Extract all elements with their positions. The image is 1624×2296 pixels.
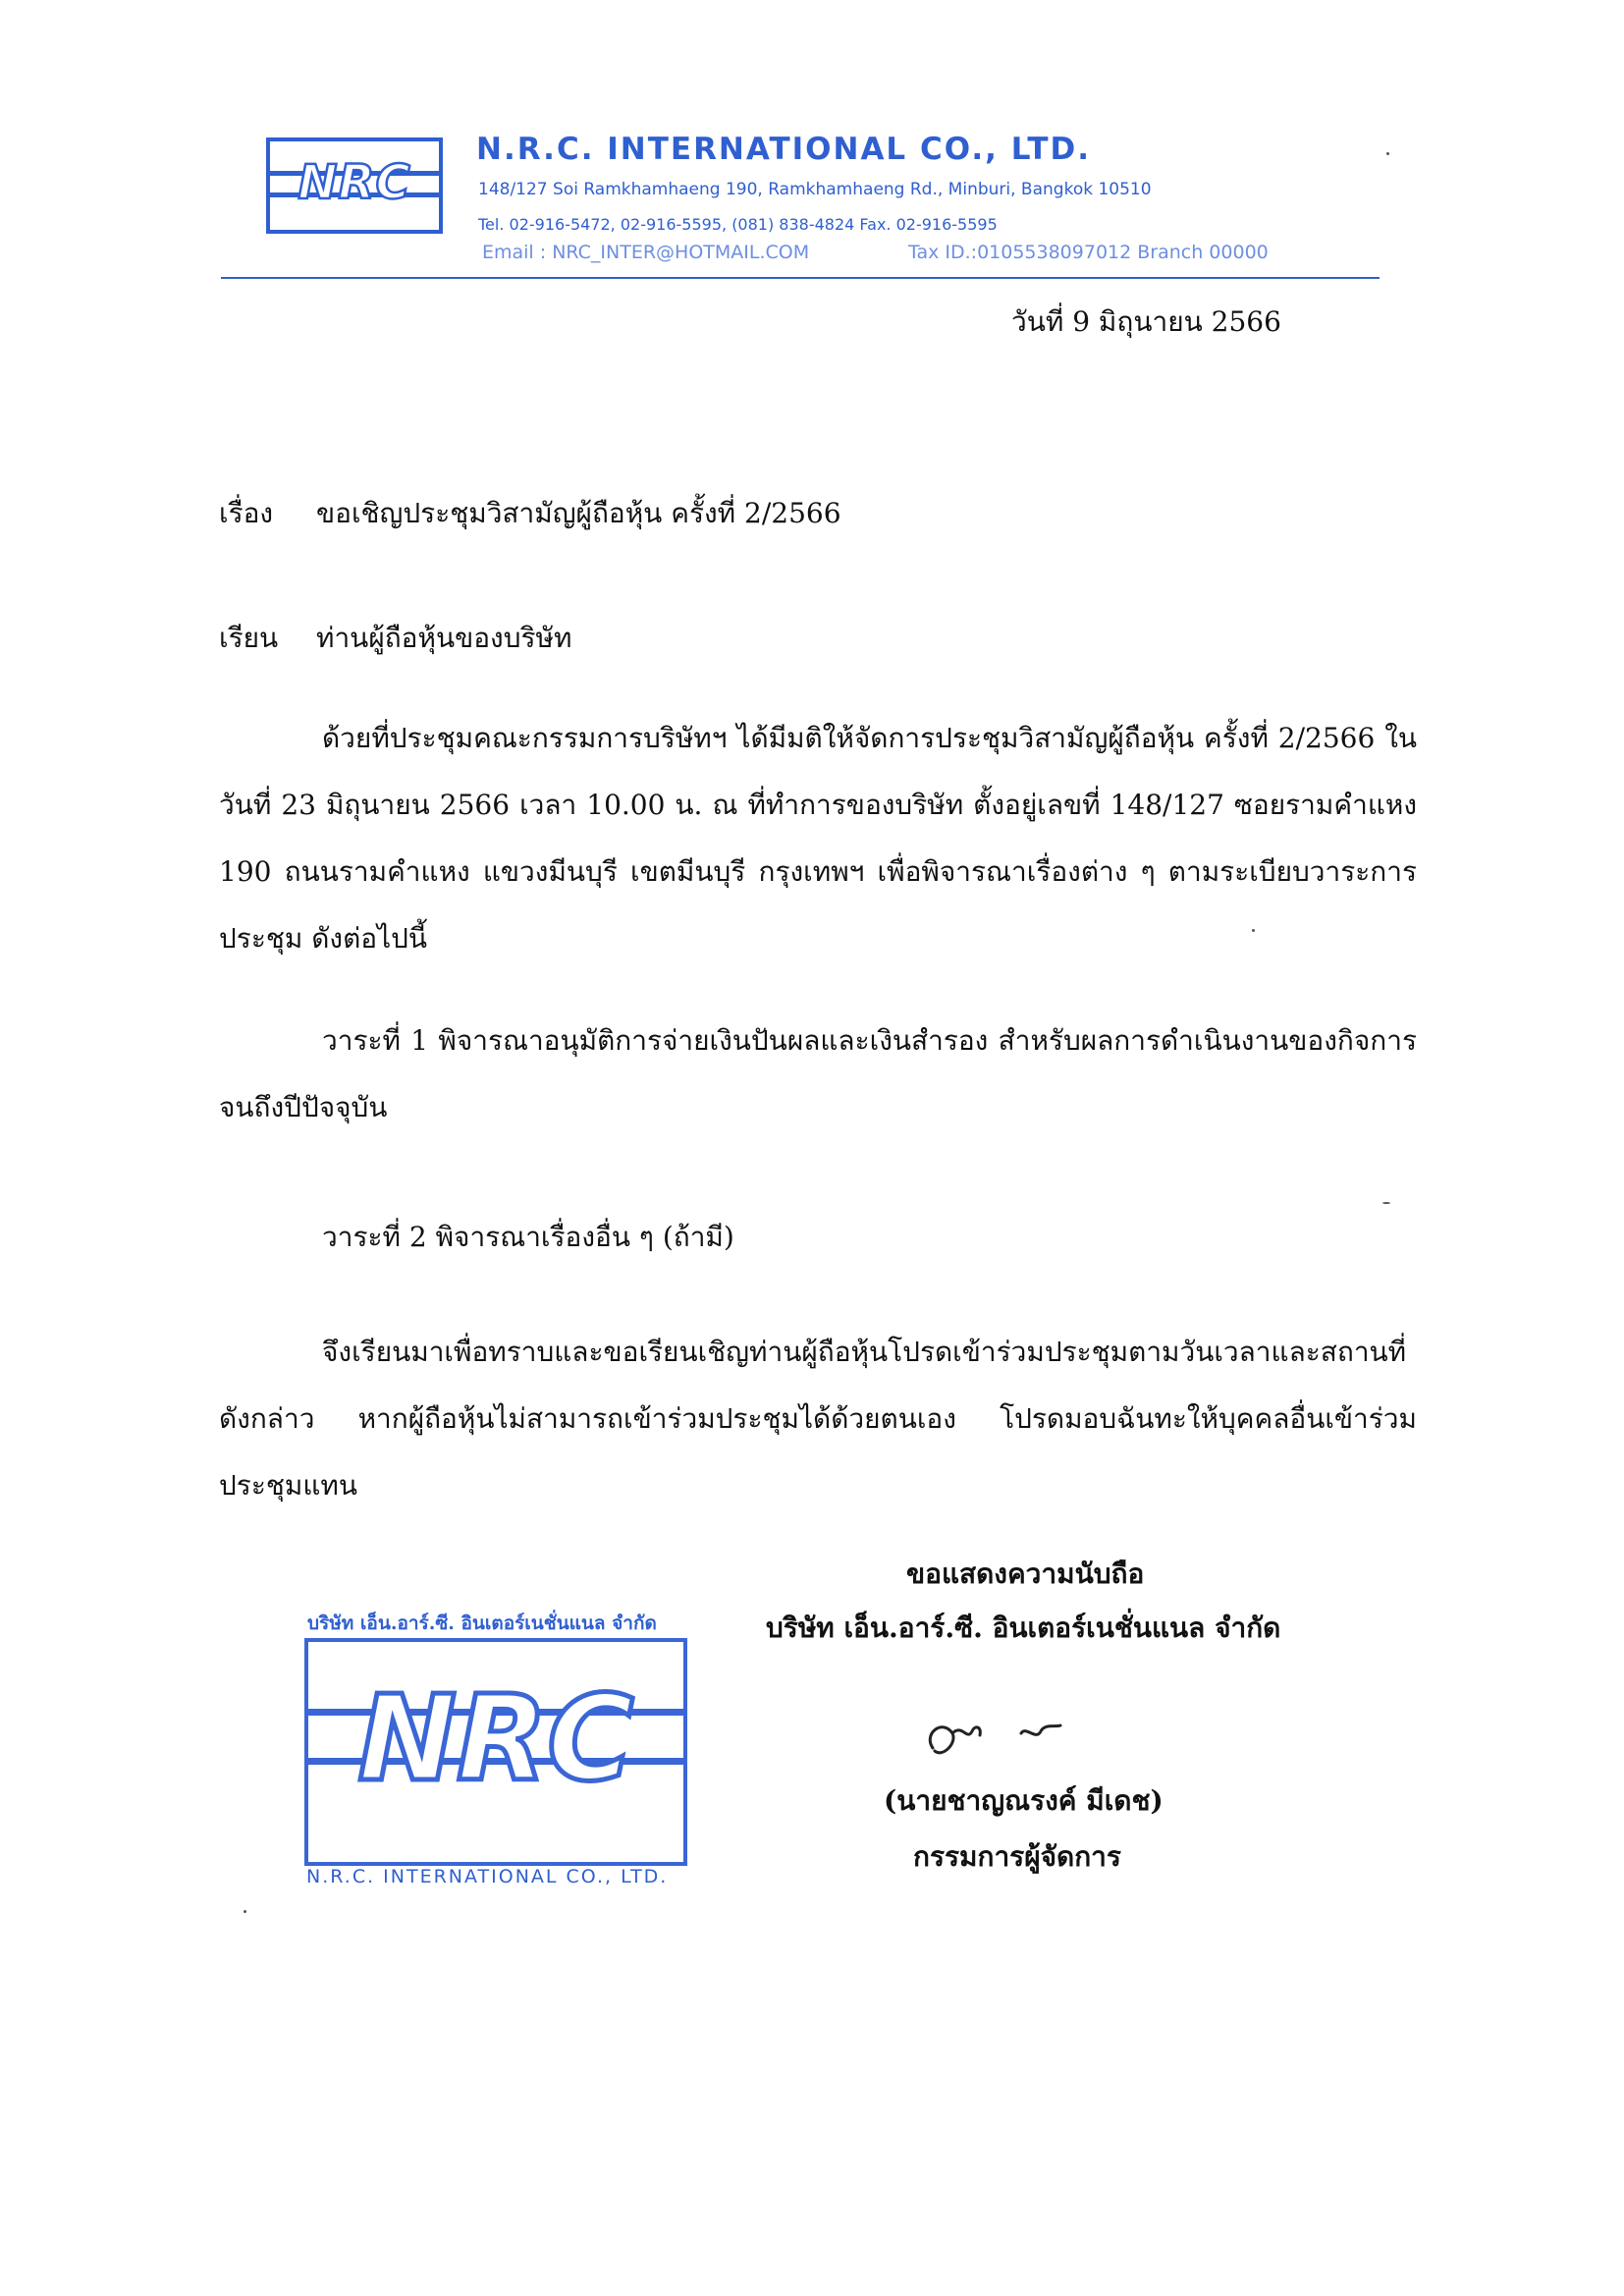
stamp-company-name: N.R.C. INTERNATIONAL CO., LTD. <box>306 1866 669 1887</box>
signatory-company: บริษัท เอ็น.อาร์.ซี. อินเตอร์เนชั่นแนล จำกัด <box>766 1612 1281 1644</box>
logo-text: NRC <box>298 155 411 210</box>
subject-label: เรื่อง <box>219 497 274 529</box>
stamp-caption: บริษัท เอ็น.อาร์.ซี. อินเตอร์เนชั่นแนล จำกัด <box>307 1613 657 1634</box>
handwritten-signature <box>913 1704 1080 1773</box>
signatory-title: กรรมการผู้จัดการ <box>913 1840 1121 1873</box>
agenda-item-2: วาระที่ 2 พิจารณาเรื่องอื่น ๆ (ถ้ามี) <box>322 1221 734 1253</box>
subject-text: ขอเชิญประชุมวิสามัญผู้ถือหุ้น ครั้งที่ 2/2566 <box>316 497 841 529</box>
company-logo <box>266 137 443 234</box>
recipient-text: ท่านผู้ถือหุ้นของบริษัท <box>316 622 572 654</box>
letter-date: วันที่ 9 มิถุนายน 2566 <box>1011 305 1281 338</box>
company-address: 148/127 Soi Ramkhamhaeng 190, Ramkhamhaeng Rd., Minburi, Bangkok 10510 <box>478 180 1152 199</box>
scan-speck <box>1386 152 1389 155</box>
body-paragraph-intro: ด้วยที่ประชุมคณะกรรมการบริษัทฯ ได้มีมติให้จัดการประชุมวิสามัญผู้ถือหุ้น ครั้งที่ 2/2566 ใน วันที่ 23 มิถุนายน 2566 เวลา 10.00 น. ณ ที่ทำการของบริษัท ตั้งอยู่เลขที่ 148/127 ซอยรามคำแหง 190 ถนนรามคำแหง แขวงมีนบุรี เขตมีนบุรี กรุงเทพฯ เพื่อพิจารณาเรื่องต่าง ๆ ตามระเบียบวาระการประชุม ดังต่อไปนี้ <box>219 722 1417 955</box>
company-name: N.R.C. INTERNATIONAL CO., LTD. <box>476 132 1092 167</box>
recipient-label: เรียน <box>219 622 279 654</box>
body-paragraph-closing: จึงเรียนมาเพื่อทราบและขอเรียนเชิญท่านผู้ถือหุ้นโปรดเข้าร่วมประชุมตามวันเวลาและสถานที่ ดังกล่าว หากผู้ถือหุ้นไม่สามารถเข้าร่วมประชุมได้ด้วยตนเอง โปรดมอบฉันทะให้บุคคลอื่นเข้าร่วม ประชุมแทน <box>219 1336 1417 1502</box>
stamp-logo-text: NRC <box>357 1671 634 1808</box>
agenda-item-1: วาระที่ 1 พิจารณาอนุมัติการจ่ายเงินปันผลและเงินสำรอง สำหรับผลการดำเนินงานของกิจการ จนถึงปีปัจจุบัน <box>219 1024 1417 1123</box>
company-stamp <box>304 1638 687 1866</box>
scan-speck <box>244 1910 246 1913</box>
company-phones: Tel. 02-916-5472, 02-916-5595, (081) 838-4824 Fax. 02-916-5595 <box>478 215 998 234</box>
company-tax-id: Tax ID.:0105538097012 Branch 00000 <box>908 242 1269 263</box>
letterhead-divider <box>221 277 1380 279</box>
signatory-name: (นายชาญณรงค์ มีเดช) <box>884 1784 1164 1817</box>
scan-speck <box>1382 1202 1390 1204</box>
scan-speck <box>1252 929 1255 932</box>
closing-phrase: ขอแสดงความนับถือ <box>906 1558 1145 1590</box>
company-email: Email : NRC_INTER@HOTMAIL.COM <box>482 242 810 263</box>
